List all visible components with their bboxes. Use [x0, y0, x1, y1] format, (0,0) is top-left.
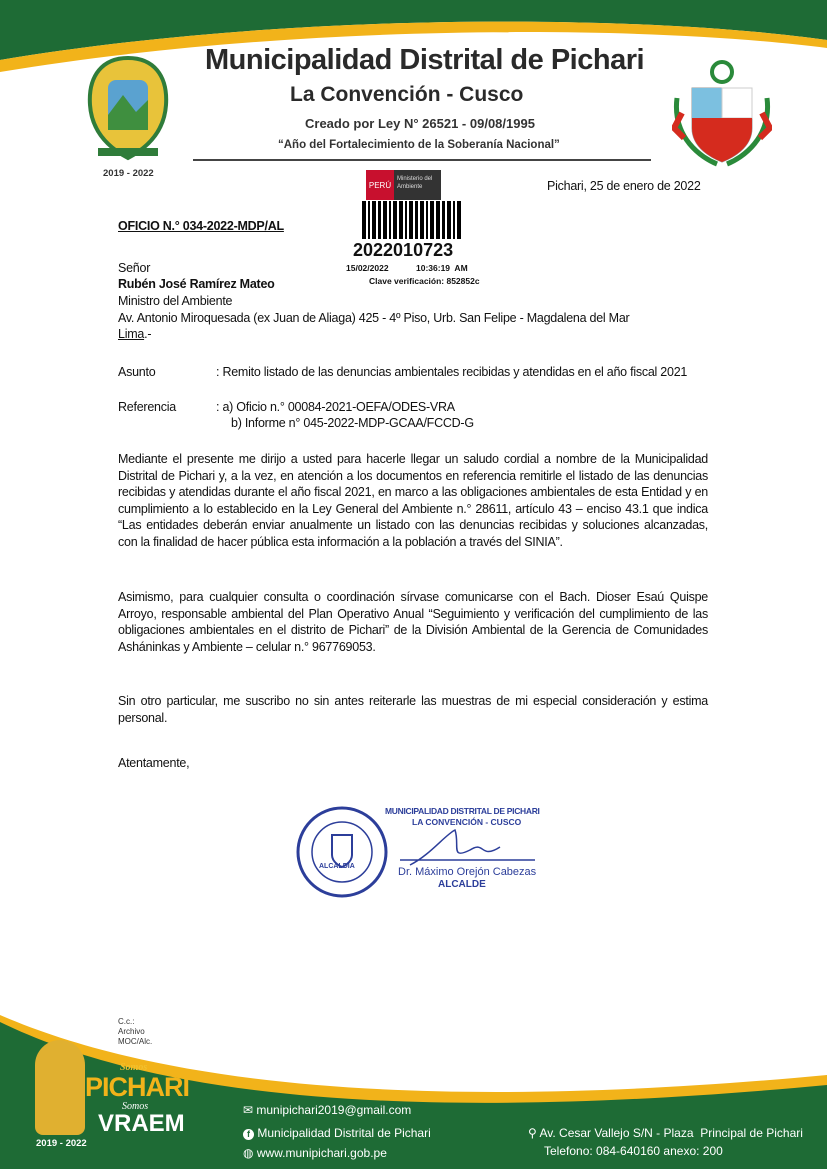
footer-facebook[interactable] [243, 1126, 431, 1140]
stamp-date: 15/02/2022 [346, 263, 389, 273]
municipal-coat-of-arms [78, 50, 178, 165]
website-text: www.munipichari.gob.pe [256, 1146, 387, 1160]
official-seal [292, 805, 392, 900]
header-divider [193, 159, 651, 161]
header-law: Creado por Ley N° 26521 - 09/08/1995 [305, 116, 535, 131]
globe-icon: ◍ [243, 1146, 257, 1160]
verification-key: Clave verificación: 852852c [369, 276, 480, 286]
footer-address [528, 1126, 803, 1140]
cc-block [118, 1017, 152, 1047]
reference-label: Referencia [118, 400, 176, 414]
reference-b: b) Informe n° 045-2022-MDP-GCAA/FCCD-G [231, 416, 474, 430]
cc-archivo: Archivo [118, 1027, 145, 1036]
footer-phone: Telefono: 084-640160 anexo: 200 [544, 1144, 723, 1158]
seal-center-text: ALCALDÍA [319, 863, 355, 870]
cc-label: C.c.: [118, 1017, 135, 1026]
header-period: 2019 - 2022 [103, 168, 154, 179]
reference-a: : a) Oficio n.° 00084-2021-OEFA/ODES-VRA [216, 400, 455, 414]
closing: Atentamente, [118, 756, 190, 770]
recipient-address: Av. Antonio Miroquesada (ex Juan de Aliaga) 425 - 4º Piso, Urb. San Felipe - Magdalena del Mar [118, 311, 630, 325]
recipient-name: Rubén José Ramírez Mateo [118, 277, 275, 291]
footer-period: 2019 - 2022 [36, 1138, 87, 1149]
mail-icon: ✉ [243, 1103, 257, 1117]
recipient-position: Ministro del Ambiente [118, 294, 233, 308]
body-paragraph-2: Asimismo, para cualquier consulta o coordinación sírvase comunicarse con el Bach. Dioser Esaú Quispe Arroyo, responsable ambiental del Plan Operativo Anual “Seguimiento y verificación del cumplimiento de las obligaciones ambientales en el distrito de Pichari” de la División Ambiental de la Gerencia de Comunidades Asháninkas y Ambiente – celular n.° 967769053. [118, 590, 708, 654]
seal-institution: MUNICIPALIDAD DISTRITAL DE PICHARI [385, 806, 540, 816]
barcode [362, 201, 465, 239]
location-pin-icon: ⚲ [528, 1126, 540, 1140]
subject-label: Asunto [118, 365, 156, 379]
page-title: Municipalidad Distrital de Pichari [205, 44, 645, 76]
document-code: 2022010723 [353, 240, 454, 260]
signatory-role: ALCALDE [438, 879, 486, 890]
cc-initials: MOC/Alc. [118, 1037, 153, 1046]
place-date: Pichari, 25 de enero de 2022 [547, 179, 701, 193]
email-text: munipichari2019@gmail.com [256, 1103, 412, 1117]
seal-location: LA CONVENCIÓN - CUSCO [412, 817, 522, 827]
body-paragraph-1: Mediante el presente me dirijo a usted para hacerle llegar un saludo cordial a nombre de la Municipalidad Distrital de Pichari y, a la vez, en atención a los documentos en referencia remitirle el listado de las denuncias recibidas y atendidas durante el año fiscal 2021, en marco a las obligaciones ambientales de esta Entidad y en cumplimiento a lo establecido en la Ley General del Ambiente n.° 28611, artículo 43 – enciso 43.1 que indica “Las entidades deberán enviar anualmente un listado con las denuncias recibidas y soluciones alcanzadas, con la finalidad de hacer pública esta información a la población a través del SINIA”. [118, 452, 708, 549]
header-subtitle: La Convención - Cusco [290, 83, 524, 106]
signatory-name: Dr. Máximo Orejón Cabezas [398, 866, 537, 878]
body-paragraph-3: Sin otro particular, me suscribo no sin antes reiterarle las muestras de mi especial consideración y estima personal. [118, 694, 708, 725]
handwritten-signature [400, 825, 540, 870]
recipient-city: Lima [118, 327, 145, 341]
salutation: Señor [118, 261, 151, 275]
subject-text: : Remito listado de las denuncias ambientales recibidas y atendidas en el año fiscal 2021 [216, 365, 688, 379]
stamp-time: 10:36:19 AM [416, 263, 468, 273]
facebook-icon: f [243, 1129, 254, 1140]
peru-label: PERÚ [366, 170, 394, 200]
footer-somos-1: Somos [120, 1062, 148, 1073]
footer-website[interactable] [243, 1146, 387, 1160]
oficio-number: OFICIO N.° 034-2022-MDP/AL [118, 219, 284, 233]
header-year-motto: “Año del Fortalecimiento de la Soberanía Nacional” [278, 139, 560, 151]
mascot-illustration [35, 1040, 85, 1135]
footer-email[interactable] [243, 1103, 411, 1117]
footer-brand-vraem: VRAEM [98, 1110, 185, 1137]
city-suffix: .- [144, 327, 152, 341]
footer-somos-2: Somos [122, 1101, 149, 1112]
address-text: Av. Cesar Vallejo S/N - Plaza Principal de Pichari [539, 1126, 803, 1140]
facebook-text: Municipalidad Distrital de Pichari [257, 1126, 431, 1140]
peru-coat-of-arms [672, 58, 772, 168]
footer-brand-pichari: PICHARI [85, 1072, 190, 1102]
ministry-label: Ministerio del Ambiente [397, 176, 433, 190]
ministry-logo [366, 170, 441, 200]
